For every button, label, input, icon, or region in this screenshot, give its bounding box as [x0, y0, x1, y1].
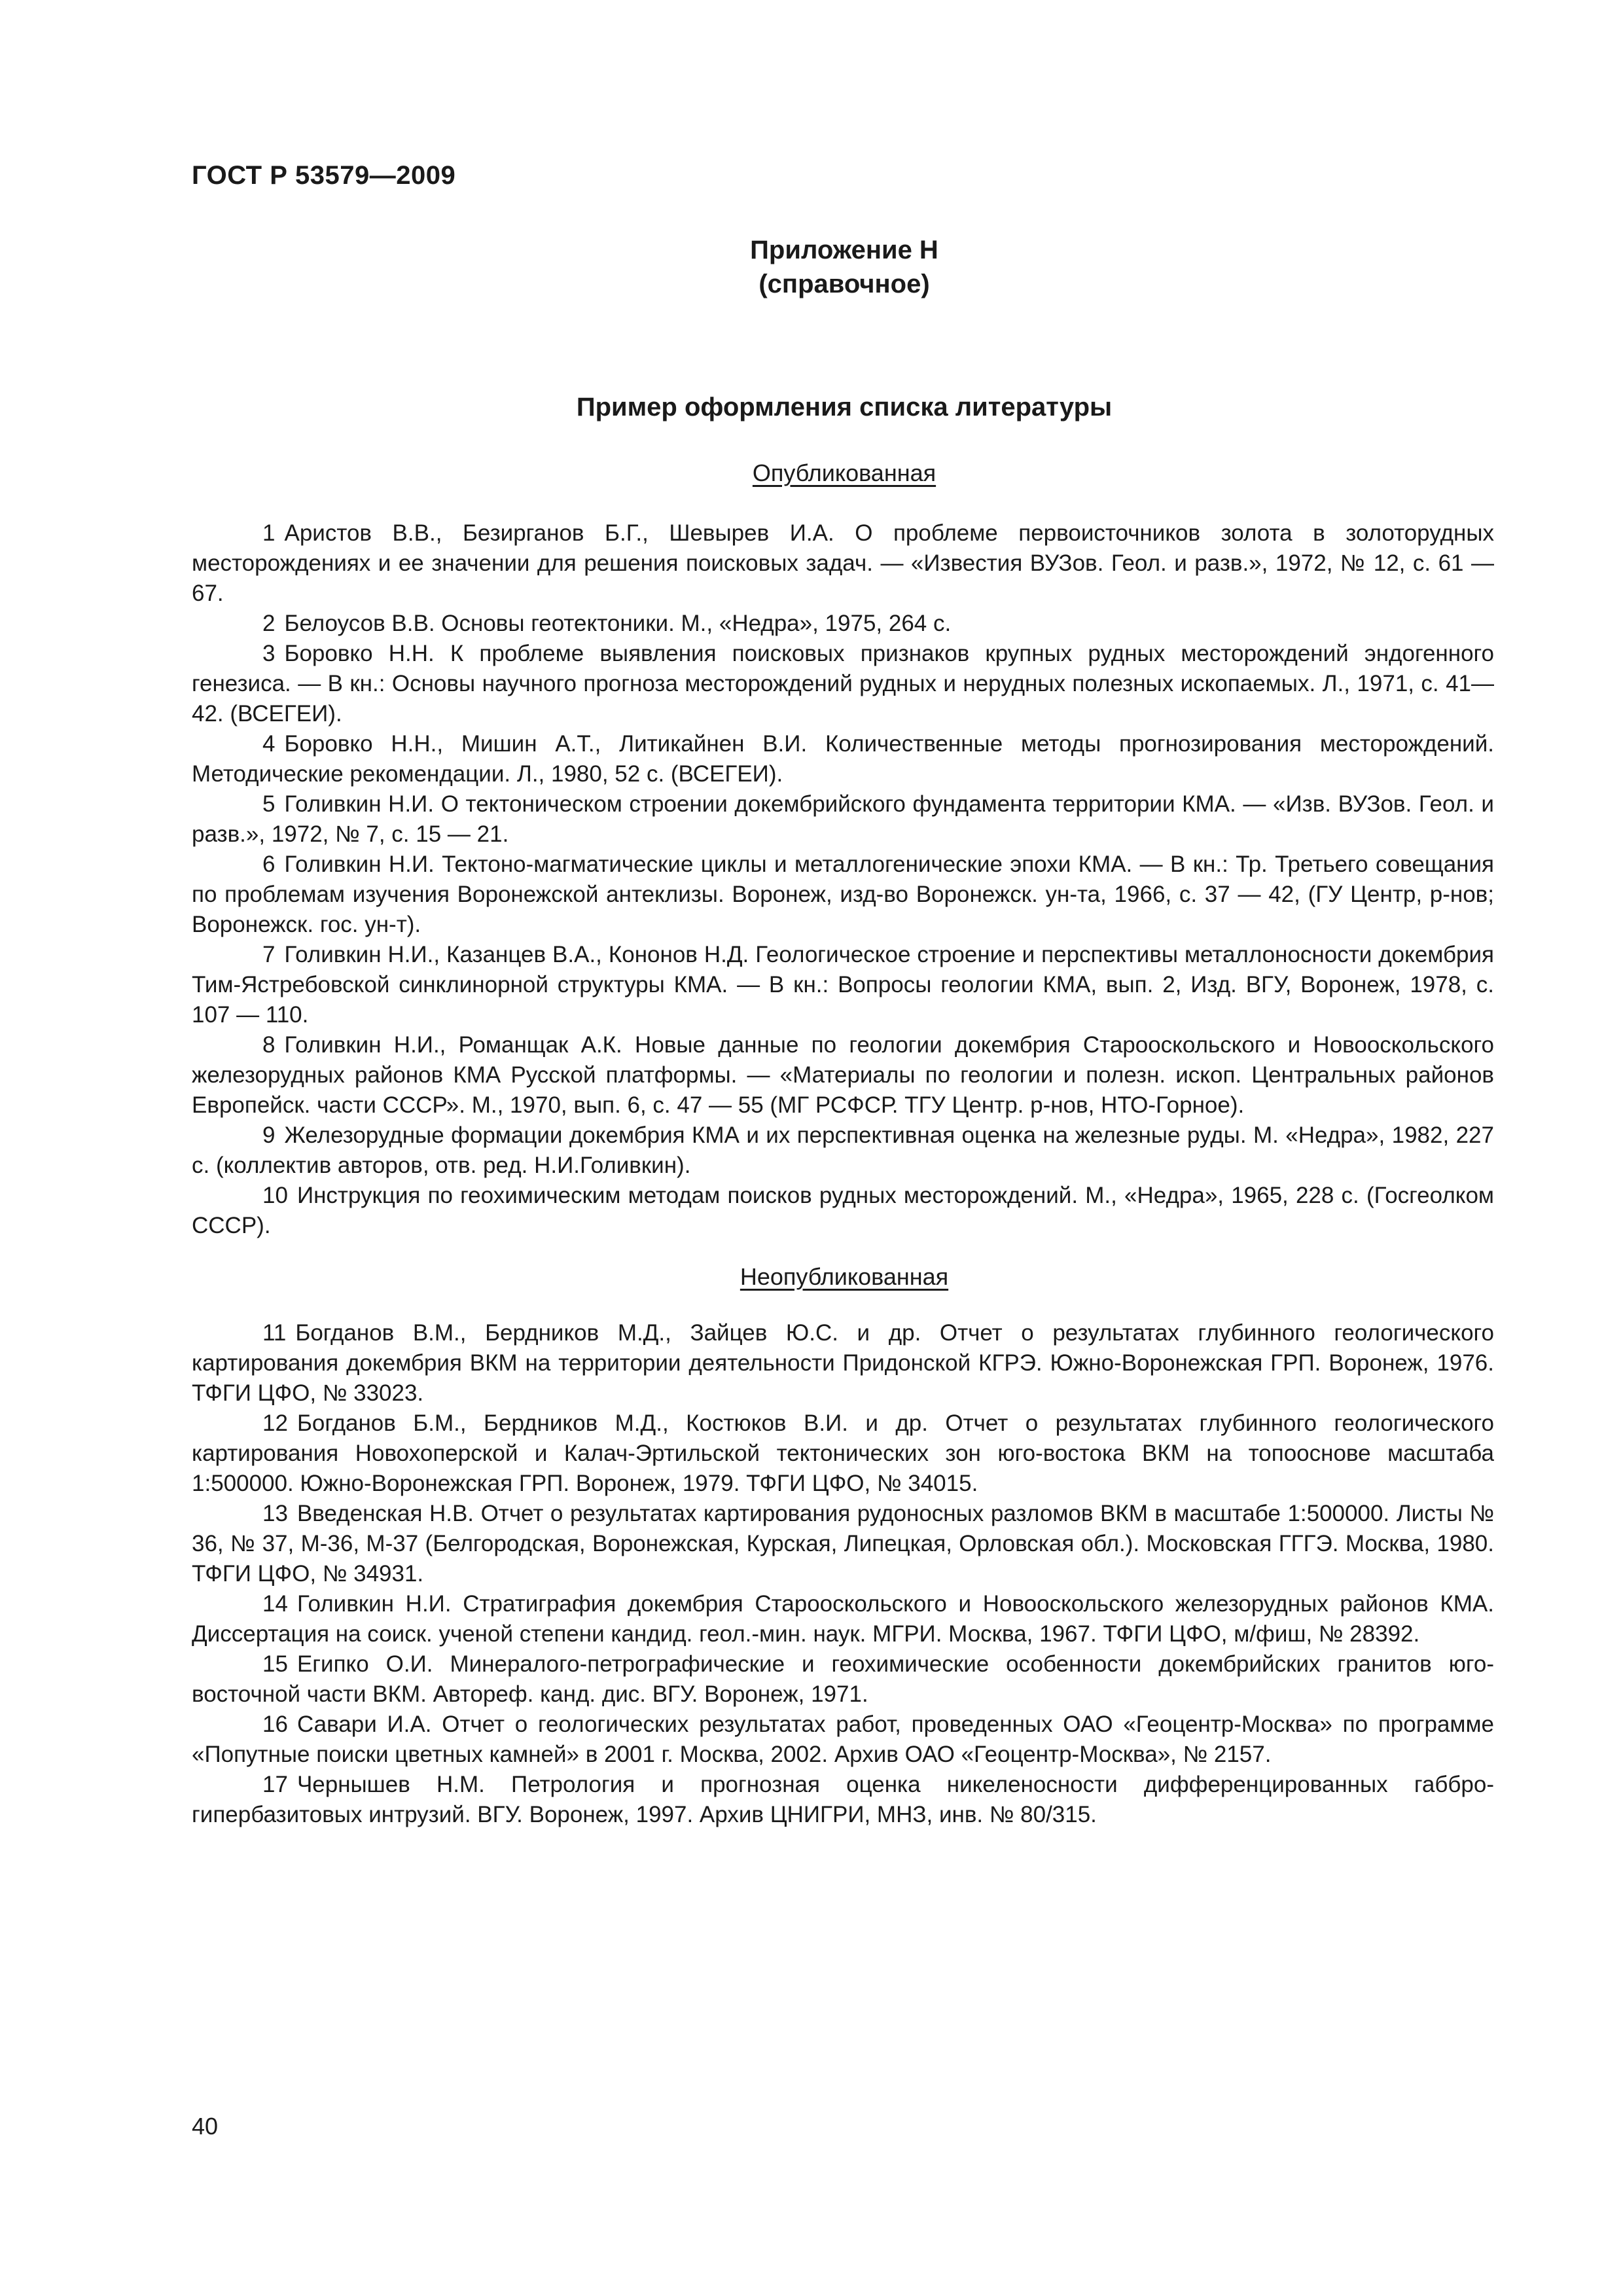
reference-number: 6	[262, 852, 276, 877]
reference-text: Голивкин Н.И., Казанцев В.А., Кононов Н.Д. Геологическое строение и перспективы металлоносности докембрия Тим-Ястребовской синклинорной структуры КМА. — В кн.: Вопросы геологии КМА, вып. 2, Изд. ВГУ, Воронеж, 1978, с. 107 — 110.	[192, 942, 1494, 1028]
page-number: 40	[192, 2113, 219, 2140]
reference-item	[192, 1589, 1494, 1649]
reference-item	[192, 850, 1494, 940]
reference-number: 9	[262, 1122, 276, 1148]
reference-number: 8	[262, 1032, 276, 1058]
reference-number: 2	[262, 611, 276, 636]
reference-item	[192, 1770, 1494, 1830]
reference-text: Савари И.А. Отчет о геологических результатах работ, проведенных ОАО «Геоцентр-Москва» по программе «Попутные поиски цветных камней» в 2001 г. Москва, 2002. Архив ОАО «Геоцентр-Москва», № 2157.	[192, 1712, 1494, 1767]
reference-item	[192, 1030, 1494, 1121]
reference-text: Белоусов В.В. Основы геотектоники. М., «Недра», 1975, 264 с.	[284, 611, 952, 636]
section-heading-unpublished: Неопубликованная	[740, 1263, 949, 1290]
reference-number: 11	[262, 1320, 287, 1346]
reference-text: Боровко Н.Н. К проблеме выявления поисковых признаков крупных рудных месторождений эндогенного генезиса. — В кн.: Основы научного прогноза месторождений рудных и нерудных полезных ископаемых. Л., 1971, с. 41—42. (ВСЕГЕИ).	[192, 641, 1494, 726]
reference-item	[192, 789, 1494, 850]
reference-item	[192, 1710, 1494, 1770]
reference-number: 15	[262, 1651, 288, 1677]
reference-text: Железорудные формации докембрия КМА и их перспективная оценка на железные руды. М. «Недра», 1982, 227 с. (коллектив авторов, отв. ред. Н.И.Голивкин).	[192, 1122, 1494, 1178]
reference-text: Введенская Н.В. Отчет о результатах картирования рудоносных разломов ВКМ в масштабе 1:500000. Листы № 36, № 37, М-36, М-37 (Белгородская, Воронежская, Курская, Липецкая, Орловская обл.). Московская ГГГЭ. Москва, 1980. ТФГИ ЦФО, № 34931.	[192, 1501, 1494, 1587]
reference-item	[192, 639, 1494, 729]
reference-item	[192, 1318, 1494, 1408]
reference-number: 12	[262, 1410, 288, 1436]
reference-item	[192, 1408, 1494, 1499]
appendix-label: Приложение Н	[750, 236, 938, 264]
reference-number: 7	[262, 942, 276, 967]
reference-number: 5	[262, 791, 276, 817]
reference-text: Голивкин Н.И., Романщак А.К. Новые данные по геологии докембрия Старооскольского и Новооскольского железорудных районов КМА Русской платформы. — «Материалы по геологии и полезн. ископ. Центральных районов Европейск. части СССР». М., 1970, вып. 6, с. 47 — 55 (МГ РСФСР. ТГУ Центр. р-нов, НТО-Горное).	[192, 1032, 1494, 1118]
unpublished-reference-list	[192, 1318, 1494, 1830]
published-reference-list	[192, 518, 1494, 1241]
page-title: Пример оформления списка литературы	[576, 393, 1113, 422]
appendix-heading	[0, 233, 1623, 301]
reference-item	[192, 940, 1494, 1030]
reference-item	[192, 1499, 1494, 1589]
reference-number: 16	[262, 1712, 288, 1737]
reference-number: 14	[262, 1591, 288, 1617]
reference-number: 13	[262, 1501, 288, 1526]
reference-text: Голивкин Н.И. Стратиграфия докембрия Старооскольского и Новооскольского железорудных районов КМА. Диссертация на соиск. ученой степени кандид. геол.-мин. наук. МГРИ. Москва, 1967. ТФГИ ЦФО, м/фиш, № 28392.	[192, 1591, 1494, 1647]
reference-text: Боровко Н.Н., Мишин А.Т., Литикайнен В.И. Количественные методы прогнозирования месторождений. Методические рекомендации. Л., 1980, 52 с. (ВСЕГЕИ).	[192, 731, 1494, 787]
reference-text: Египко О.И. Минералого-петрографические и геохимические особенности докембрийских гранитов юго-восточной части ВКМ. Автореф. канд. дис. ВГУ. Воронеж, 1971.	[192, 1651, 1494, 1707]
appendix-type: (справочное)	[758, 270, 930, 298]
reference-number: 10	[262, 1183, 288, 1208]
reference-item	[192, 1649, 1494, 1710]
section-heading-published: Опубликованная	[752, 459, 936, 486]
reference-number: 1	[262, 520, 276, 546]
reference-text: Аристов В.В., Безирганов Б.Г., Шевырев И.А. О проблеме первоисточников золота в золоторудных месторождениях и ее значении для решения поисковых задач. — «Известия ВУЗов. Геол. и разв.», 1972, № 12, с. 61 — 67.	[192, 520, 1494, 606]
reference-item	[192, 1181, 1494, 1241]
reference-item	[192, 1121, 1494, 1181]
reference-text: Богданов В.М., Бердников М.Д., Зайцев Ю.С. и др. Отчет о результатах глубинного геологического картирования докембрия ВКМ на территории деятельности Придонской КГРЭ. Южно-Воронежская ГРП. Воронеж, 1976. ТФГИ ЦФО, № 33023.	[192, 1320, 1494, 1406]
reference-number: 3	[262, 641, 276, 666]
reference-item	[192, 518, 1494, 609]
reference-number: 17	[262, 1772, 288, 1797]
reference-text: Богданов Б.М., Бердников М.Д., Костюков В.И. и др. Отчет о результатах глубинного геологического картирования Новохоперской и Калач-Эртильской тектонических зон юго-востока ВКМ на топооснове масштаба 1:500000. Южно-Воронежская ГРП. Воронеж, 1979. ТФГИ ЦФО, № 34015.	[192, 1410, 1494, 1496]
reference-text: Инструкция по геохимическим методам поисков рудных месторождений. М., «Недра», 1965, 228 с. (Госгеолком СССР).	[192, 1183, 1494, 1238]
reference-text: Голивкин Н.И. О тектоническом строении докембрийского фундамента территории КМА. — «Изв. ВУЗов. Геол. и разв.», 1972, № 7, с. 15 — 21.	[192, 791, 1494, 847]
standard-code: ГОСТ Р 53579—2009	[192, 161, 456, 190]
reference-number: 4	[262, 731, 276, 757]
reference-item	[192, 609, 1494, 639]
reference-text: Чернышев Н.М. Петрология и прогнозная оценка никеленосности дифференцированных габбро-гипербазитовых интрузий. ВГУ. Воронеж, 1997. Архив ЦНИГРИ, МНЗ, инв. № 80/315.	[192, 1772, 1494, 1827]
reference-text: Голивкин Н.И. Тектоно-магматические циклы и металлогенические эпохи КМА. — В кн.: Тр. Третьего совещания по проблемам изучения Воронежской антеклизы. Воронеж, изд-во Воронежск. ун-та, 1966, с. 37 — 42, (ГУ Центр, р-нов; Воронежск. гос. ун-т).	[192, 852, 1494, 937]
reference-item	[192, 729, 1494, 789]
